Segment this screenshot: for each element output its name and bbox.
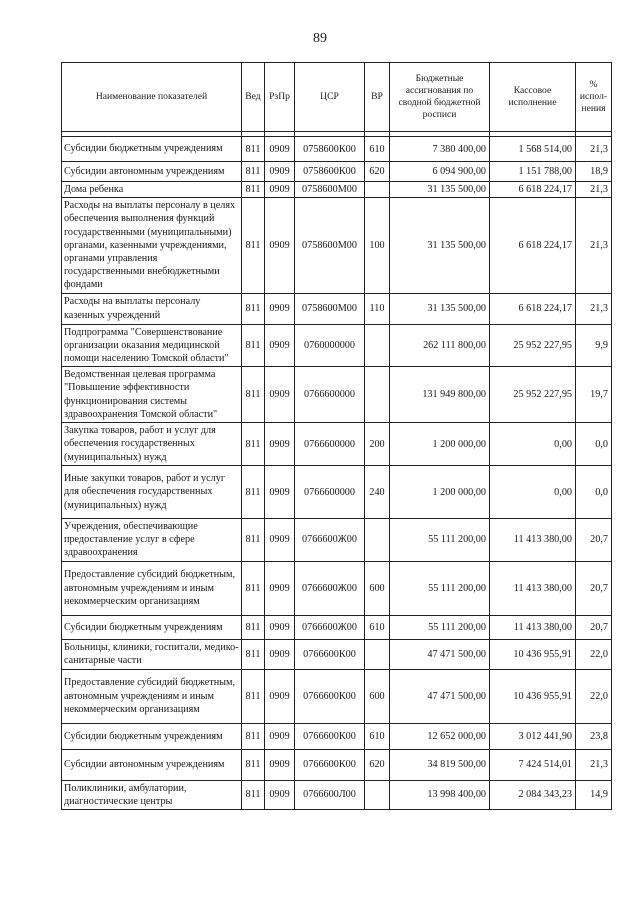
cell-ved: 811 <box>242 293 265 324</box>
cell-budget: 12 652 000,00 <box>390 723 490 749</box>
cell-percent: 14,9 <box>576 780 612 809</box>
cell-ved: 811 <box>242 367 265 423</box>
cell-percent: 20,7 <box>576 519 612 562</box>
cell-cash: 7 424 514,01 <box>490 749 576 780</box>
table-header-row <box>62 63 612 132</box>
cell-percent: 23,8 <box>576 723 612 749</box>
cell-name: Субсидии автономным учреждениям <box>62 162 242 182</box>
cell-cash: 6 618 224,17 <box>490 182 576 198</box>
cell-ved: 811 <box>242 749 265 780</box>
cell-rzpr: 0909 <box>265 137 295 162</box>
cell-csr: 0758600К00 <box>295 162 365 182</box>
cell-ved: 811 <box>242 324 265 367</box>
cell-ved: 811 <box>242 137 265 162</box>
header-percent: % испол-нения <box>576 63 612 132</box>
cell-cash: 11 413 380,00 <box>490 615 576 639</box>
cell-cash: 2 084 343,23 <box>490 780 576 809</box>
cell-name: Предоставление субсидий бюджетным, автономным учреждениям и иным некоммерческим организациям <box>62 669 242 723</box>
cell-vr <box>365 519 390 562</box>
cell-budget: 1 200 000,00 <box>390 423 490 466</box>
cell-csr: 0758600М00 <box>295 198 365 293</box>
cell-csr: 0760000000 <box>295 324 365 367</box>
table-row <box>62 749 612 780</box>
cell-csr: 0758600М00 <box>295 182 365 198</box>
table-row <box>62 367 612 423</box>
cell-name: Расходы на выплаты персоналу в целях обеспечения выполнения функций государственными (муниципальными) органами, казенными учреждениями, органами управления государственными внебюджетными фондами <box>62 198 242 293</box>
cell-percent: 22,0 <box>576 639 612 669</box>
cell-percent: 21,3 <box>576 293 612 324</box>
cell-percent: 9,9 <box>576 324 612 367</box>
cell-budget: 55 111 200,00 <box>390 615 490 639</box>
page-number: 89 <box>313 31 327 46</box>
cell-percent: 21,3 <box>576 137 612 162</box>
cell-csr: 0766600К00 <box>295 639 365 669</box>
table-row <box>62 639 612 669</box>
cell-budget: 7 380 400,00 <box>390 137 490 162</box>
cell-percent: 20,7 <box>576 561 612 615</box>
header-cash: Кассовое исполнение <box>490 63 576 132</box>
table-row <box>62 182 612 198</box>
cell-budget: 13 998 400,00 <box>390 780 490 809</box>
cell-csr: 0766600Ж00 <box>295 561 365 615</box>
cell-vr <box>365 639 390 669</box>
cell-cash: 10 436 955,91 <box>490 669 576 723</box>
header-name: Наименование показателей <box>62 63 242 132</box>
cell-ved: 811 <box>242 615 265 639</box>
cell-ved: 811 <box>242 519 265 562</box>
header-vr: ВР <box>365 63 390 132</box>
cell-budget: 34 819 500,00 <box>390 749 490 780</box>
cell-percent: 21,3 <box>576 749 612 780</box>
cell-ved: 811 <box>242 423 265 466</box>
cell-cash: 11 413 380,00 <box>490 561 576 615</box>
header-ved: Вед <box>242 63 265 132</box>
cell-budget: 262 111 800,00 <box>390 324 490 367</box>
budget-table <box>61 62 612 810</box>
cell-cash: 1 568 514,00 <box>490 137 576 162</box>
cell-rzpr: 0909 <box>265 669 295 723</box>
cell-rzpr: 0909 <box>265 162 295 182</box>
cell-name: Ведомственная целевая программа "Повышение эффективности функционирования системы здравоохранения Томской области" <box>62 367 242 423</box>
cell-name: Дома ребенка <box>62 182 242 198</box>
cell-rzpr: 0909 <box>265 519 295 562</box>
cell-name: Расходы на выплаты персоналу казенных учреждений <box>62 293 242 324</box>
cell-name: Учреждения, обеспечивающие предоставление услуг в сфере здравоохранения <box>62 519 242 562</box>
cell-percent: 19,7 <box>576 367 612 423</box>
cell-budget: 6 094 900,00 <box>390 162 490 182</box>
cell-name: Предоставление субсидий бюджетным, автономным учреждениям и иным некоммерческим организациям <box>62 561 242 615</box>
cell-rzpr: 0909 <box>265 780 295 809</box>
table-row <box>62 669 612 723</box>
cell-name: Субсидии бюджетным учреждениям <box>62 615 242 639</box>
cell-vr: 600 <box>365 561 390 615</box>
cell-cash: 10 436 955,91 <box>490 639 576 669</box>
cell-budget: 31 135 500,00 <box>390 198 490 293</box>
cell-budget: 1 200 000,00 <box>390 466 490 519</box>
cell-budget: 47 471 500,00 <box>390 669 490 723</box>
cell-csr: 0766600000 <box>295 466 365 519</box>
cell-name: Субсидии бюджетным учреждениям <box>62 723 242 749</box>
cell-cash: 1 151 788,00 <box>490 162 576 182</box>
cell-percent: 0,0 <box>576 423 612 466</box>
table-row <box>62 162 612 182</box>
cell-name: Больницы, клиники, госпитали, медико-санитарные части <box>62 639 242 669</box>
cell-cash: 3 012 441,90 <box>490 723 576 749</box>
cell-rzpr: 0909 <box>265 293 295 324</box>
cell-name: Поликлиники, амбулатории, диагностические центры <box>62 780 242 809</box>
cell-vr: 610 <box>365 723 390 749</box>
table-row <box>62 423 612 466</box>
cell-csr: 0766600К00 <box>295 723 365 749</box>
cell-vr <box>365 780 390 809</box>
table-row <box>62 293 612 324</box>
cell-percent: 18,9 <box>576 162 612 182</box>
cell-budget: 131 949 800,00 <box>390 367 490 423</box>
cell-ved: 811 <box>242 198 265 293</box>
cell-vr: 110 <box>365 293 390 324</box>
cell-cash: 25 952 227,95 <box>490 367 576 423</box>
cell-name: Иные закупки товаров, работ и услуг для обеспечения государственных (муниципальных) нужд <box>62 466 242 519</box>
cell-ved: 811 <box>242 723 265 749</box>
cell-csr: 0766600К00 <box>295 669 365 723</box>
cell-rzpr: 0909 <box>265 423 295 466</box>
cell-cash: 0,00 <box>490 423 576 466</box>
cell-vr: 100 <box>365 198 390 293</box>
cell-budget: 31 135 500,00 <box>390 182 490 198</box>
cell-cash: 11 413 380,00 <box>490 519 576 562</box>
cell-rzpr: 0909 <box>265 367 295 423</box>
cell-vr: 240 <box>365 466 390 519</box>
cell-vr: 200 <box>365 423 390 466</box>
table-row <box>62 324 612 367</box>
cell-budget: 31 135 500,00 <box>390 293 490 324</box>
cell-ved: 811 <box>242 561 265 615</box>
cell-name: Подпрограмма "Совершенствование организации оказания медицинской помощи населению Томской области" <box>62 324 242 367</box>
cell-rzpr: 0909 <box>265 324 295 367</box>
header-csr: ЦСР <box>295 63 365 132</box>
cell-ved: 811 <box>242 639 265 669</box>
cell-name: Субсидии автономным учреждениям <box>62 749 242 780</box>
cell-csr: 0766600Ж00 <box>295 519 365 562</box>
cell-ved: 811 <box>242 182 265 198</box>
table-row <box>62 466 612 519</box>
cell-cash: 6 618 224,17 <box>490 198 576 293</box>
cell-rzpr: 0909 <box>265 466 295 519</box>
cell-vr: 620 <box>365 162 390 182</box>
header-rzpr: РзПр <box>265 63 295 132</box>
header-budget: Бюджетные ассигнования по сводной бюджетной росписи <box>390 63 490 132</box>
cell-rzpr: 0909 <box>265 561 295 615</box>
cell-csr: 0766600000 <box>295 423 365 466</box>
table-row <box>62 561 612 615</box>
table-row <box>62 137 612 162</box>
cell-rzpr: 0909 <box>265 615 295 639</box>
cell-csr: 0766600000 <box>295 367 365 423</box>
cell-budget: 47 471 500,00 <box>390 639 490 669</box>
cell-vr: 600 <box>365 669 390 723</box>
cell-cash: 25 952 227,95 <box>490 324 576 367</box>
cell-vr: 620 <box>365 749 390 780</box>
cell-cash: 6 618 224,17 <box>490 293 576 324</box>
cell-rzpr: 0909 <box>265 749 295 780</box>
cell-csr: 0766600Ж00 <box>295 615 365 639</box>
cell-rzpr: 0909 <box>265 198 295 293</box>
cell-cash: 0,00 <box>490 466 576 519</box>
cell-percent: 21,3 <box>576 198 612 293</box>
cell-vr <box>365 182 390 198</box>
cell-vr: 610 <box>365 615 390 639</box>
table-row <box>62 615 612 639</box>
cell-csr: 0766600Л00 <box>295 780 365 809</box>
cell-percent: 22,0 <box>576 669 612 723</box>
cell-name: Субсидии бюджетным учреждениям <box>62 137 242 162</box>
cell-budget: 55 111 200,00 <box>390 519 490 562</box>
cell-percent: 0,0 <box>576 466 612 519</box>
table-row <box>62 723 612 749</box>
cell-csr: 0758600К00 <box>295 137 365 162</box>
cell-name: Закупка товаров, работ и услуг для обеспечения государственных (муниципальных) нужд <box>62 423 242 466</box>
table-row <box>62 519 612 562</box>
table-row <box>62 198 612 293</box>
cell-vr <box>365 324 390 367</box>
cell-csr: 0766600К00 <box>295 749 365 780</box>
cell-ved: 811 <box>242 466 265 519</box>
cell-percent: 20,7 <box>576 615 612 639</box>
cell-rzpr: 0909 <box>265 723 295 749</box>
cell-vr: 610 <box>365 137 390 162</box>
cell-percent: 21,3 <box>576 182 612 198</box>
cell-rzpr: 0909 <box>265 182 295 198</box>
cell-ved: 811 <box>242 780 265 809</box>
cell-ved: 811 <box>242 669 265 723</box>
cell-rzpr: 0909 <box>265 639 295 669</box>
cell-vr <box>365 367 390 423</box>
cell-csr: 0758600М00 <box>295 293 365 324</box>
table-row <box>62 780 612 809</box>
cell-ved: 811 <box>242 162 265 182</box>
cell-budget: 55 111 200,00 <box>390 561 490 615</box>
